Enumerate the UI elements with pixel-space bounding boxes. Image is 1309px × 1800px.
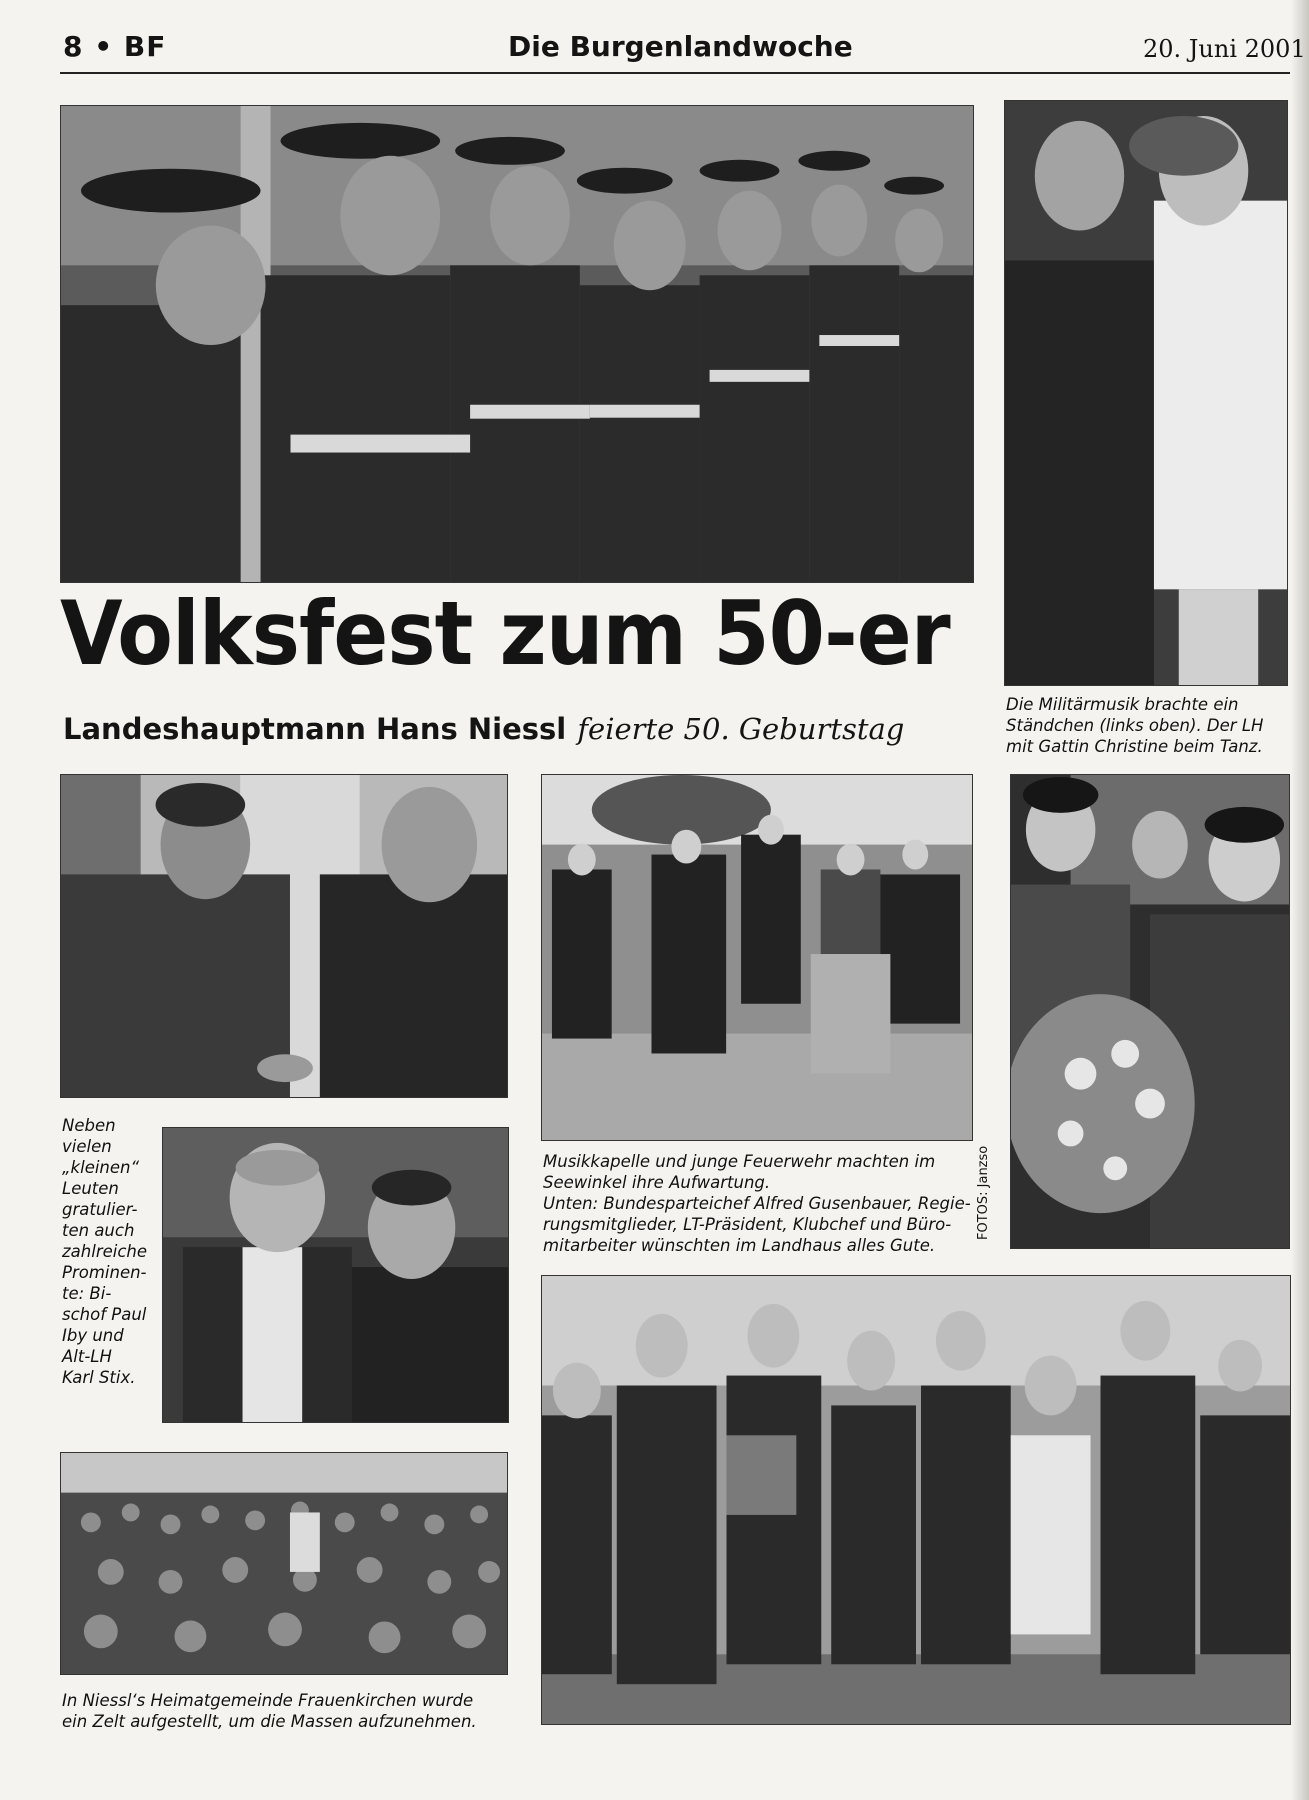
photo-handshake	[60, 774, 508, 1098]
article-headline: Volksfest zum 50-er	[60, 582, 950, 685]
caption-line: Seewinkel ihre Aufwartung.	[543, 1173, 771, 1192]
issue-date: 20. Juni 2001	[1143, 35, 1306, 63]
caption-line: Leuten	[62, 1179, 119, 1198]
caption-line: mitarbeiter wünschten im Landhaus alles Gute.	[543, 1236, 936, 1255]
caption-line: In Niessl‘s Heimatgemeinde Frauenkirchen wurde	[62, 1691, 474, 1710]
caption-line: Die Militärmusik brachte ein	[1006, 695, 1239, 714]
subhead-name: Landeshauptmann Hans Niessl	[63, 712, 567, 746]
caption-line: Neben	[62, 1116, 116, 1135]
photo-military-band	[60, 105, 974, 583]
caption-line: Karl Stix.	[62, 1368, 136, 1387]
page-label: 8 • BF	[63, 30, 167, 63]
photo-band-parade	[541, 774, 973, 1141]
caption-band-and-congratulations	[543, 1151, 971, 1256]
publication-title: Die Burgenlandwoche	[508, 30, 853, 63]
caption-line: schof Paul	[62, 1305, 147, 1324]
caption-line: Prominen-	[62, 1263, 147, 1282]
caption-line: Ständchen (links oben). Der LH	[1006, 716, 1264, 735]
caption-line: Alt-LH	[62, 1347, 112, 1366]
caption-line: ten auch	[62, 1221, 135, 1240]
page-edge-shadow	[1291, 0, 1309, 1800]
caption-line: zahlreiche	[62, 1242, 148, 1261]
caption-line: Iby und	[62, 1326, 124, 1345]
article-subhead	[63, 712, 904, 746]
photo-group-at-landhaus	[541, 1275, 1291, 1725]
caption-line: Musikkapelle und junge Feuerwehr machten im	[543, 1152, 936, 1171]
photo-credit: FOTOS: Janzso	[976, 1145, 991, 1240]
header-rule	[60, 72, 1290, 74]
photo-bishop-and-former-governor	[162, 1127, 509, 1423]
photo-tent-crowd	[60, 1452, 508, 1675]
caption-line: Unten: Bundesparteichef Alfred Gusenbauer, Regie-	[543, 1194, 971, 1213]
caption-line: „kleinen“	[62, 1158, 140, 1177]
caption-line: te: Bi-	[62, 1284, 112, 1303]
caption-line: mit Gattin Christine beim Tanz.	[1006, 737, 1263, 756]
caption-line: vielen	[62, 1137, 112, 1156]
photo-young-firefighters	[1010, 774, 1290, 1249]
caption-line: ein Zelt aufgestellt, um die Massen aufzunehmen.	[62, 1712, 477, 1731]
subhead-occasion: feierte 50. Geburtstag	[577, 712, 905, 746]
photo-couple-dancing	[1004, 100, 1288, 686]
caption-prominent-guests	[62, 1115, 147, 1388]
caption-line: rungsmitglieder, LT-Präsident, Klubchef und Büro-	[543, 1215, 952, 1234]
caption-line: gratulier-	[62, 1200, 138, 1219]
caption-tent	[62, 1690, 477, 1732]
caption-dance	[1006, 694, 1263, 757]
